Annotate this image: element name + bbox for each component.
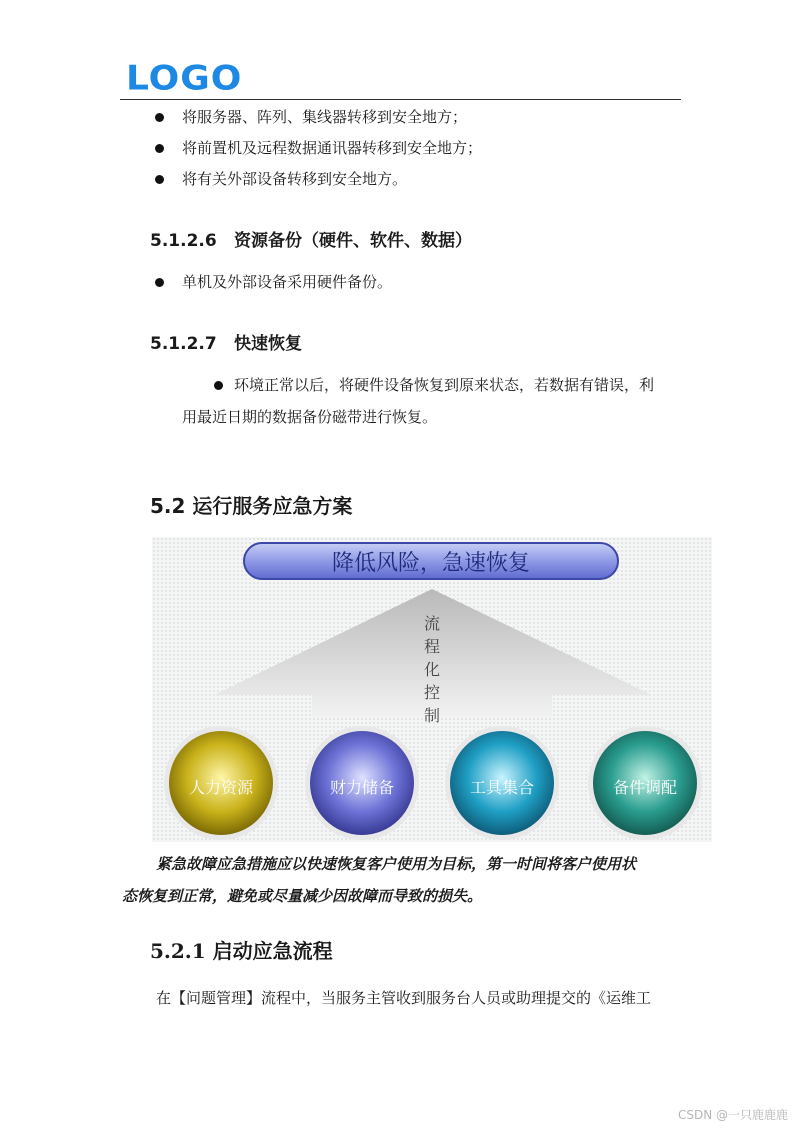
circle-human-resources [164, 726, 278, 840]
paragraph-continuation: 用最近日期的数据备份磁带进行恢复。 [182, 408, 438, 426]
heading-number: 5.1.2.6 [150, 231, 217, 251]
list-item-text: 将有关外部设备转移到安全地方。 [182, 170, 408, 188]
arrow-char: 制 [423, 706, 441, 725]
circle-financial-reserve [305, 726, 419, 840]
heading-5127 [150, 329, 302, 354]
figure-caption-line2: 态恢复到正常，避免或尽量减少因故障而导致的损失。 [122, 887, 483, 905]
figure-caption-line1: 紧急故障应急措施应以快速恢复客户使用为目标，第一时间将客户使用状 [156, 855, 637, 873]
bullet-icon [155, 113, 164, 122]
paragraph: 在【问题管理】流程中，当服务主管收到服务台人员或助理提交的《运维工 [156, 989, 652, 1007]
arrow-char: 程 [423, 637, 441, 656]
bullet-icon [155, 278, 164, 287]
heading-title: 快速恢复 [234, 334, 302, 354]
section-heading-5-2-1: 5.2.1 启动应急流程 [150, 939, 333, 963]
section-heading-5-2: 5.2 运行服务应急方案 [150, 494, 353, 518]
circle-label: 人力资源 [188, 778, 254, 797]
arrow-label [424, 614, 440, 725]
watermark: CSDN @一只鹿鹿鹿 [677, 1108, 788, 1122]
circle-spare-parts [588, 726, 702, 840]
banner [244, 543, 618, 579]
heading-title: 资源备份（硬件、软件、数据） [234, 231, 472, 251]
bullet-icon [214, 381, 223, 390]
bullet-icon [155, 144, 164, 153]
circle-label: 备件调配 [612, 778, 678, 797]
heading-number: 5.1.2.7 [150, 334, 217, 354]
list-item-text: 单机及外部设备采用硬件备份。 [182, 273, 393, 291]
banner-text: 降低风险，急速恢复 [331, 551, 531, 576]
arrow-char: 化 [423, 660, 441, 679]
list-item-text: 将服务器、阵列、集线器转移到安全地方； [182, 108, 468, 126]
header-rule [120, 99, 681, 100]
circle-label: 工具集合 [469, 778, 535, 797]
list-item-text: 将前置机及远程数据通讯器转移到安全地方； [182, 139, 483, 157]
heading-5126 [150, 226, 472, 251]
circle-label: 财力储备 [329, 778, 395, 797]
arrow-char: 流 [423, 614, 441, 633]
arrow-char: 控 [423, 683, 441, 702]
bullet-icon [155, 175, 164, 184]
emergency-diagram [152, 537, 712, 842]
circle-tool-collection [445, 726, 559, 840]
list-item-text: 环境正常以后，将硬件设备恢复到原来状态，若数据有错误，利 [234, 376, 655, 394]
logo: LOGO [126, 59, 243, 98]
